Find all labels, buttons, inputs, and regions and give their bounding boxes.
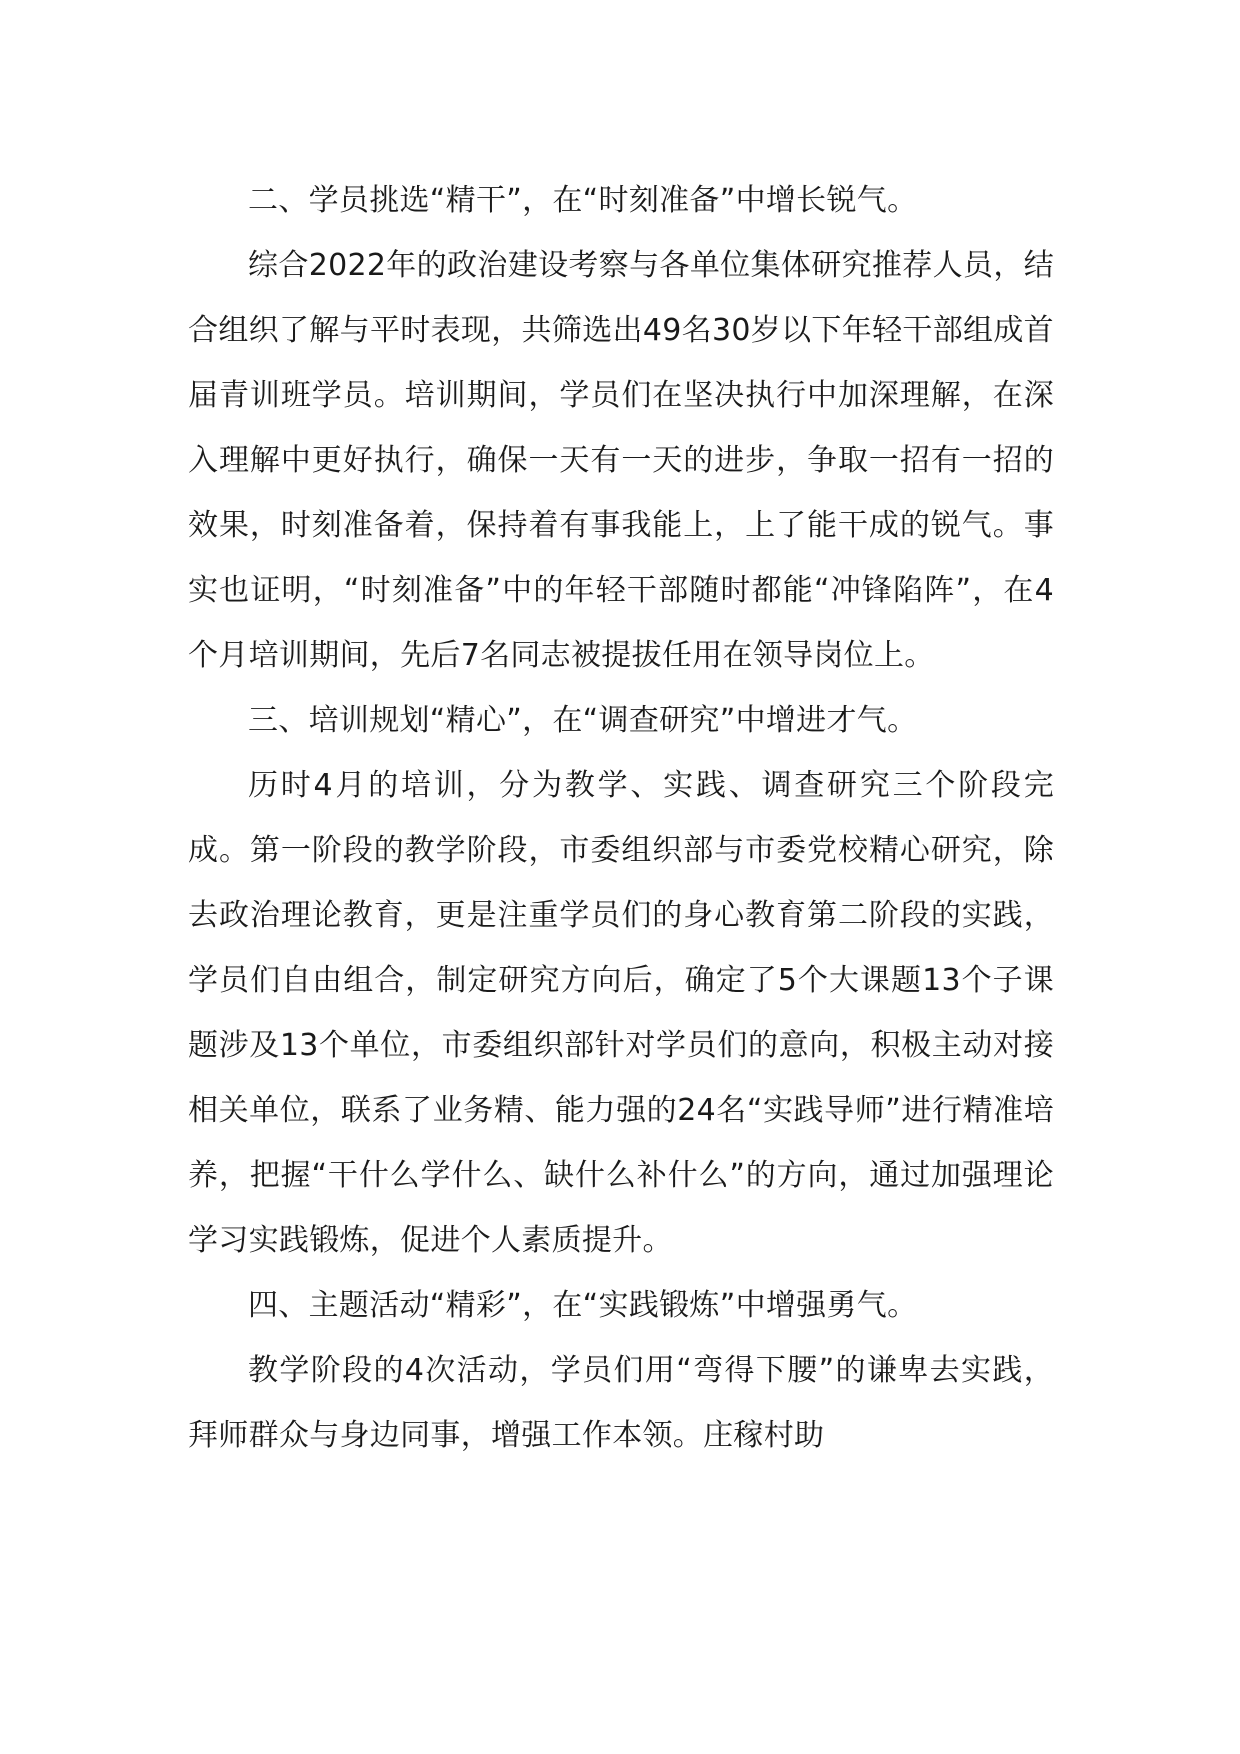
document-body: [188, 168, 1054, 1468]
section-paragraph-4: 教学阶段的4次活动，学员们用“弯得下腰”的谦卑去实践，拜师群众与身边同事，增强工作本领。庄稼村助: [188, 1353, 1054, 1453]
section-paragraph-3: 历时4月的培训，分为教学、实践、调查研究三个阶段完成。第一阶段的教学阶段，市委组织部与市委党校精心研究，除去政治理论教育，更是注重学员们的身心教育第二阶段的实践，学员们自由组合，制定研究方向后，确定了5个大课题13个子课题涉及13个单位，市委组织部针对学员们的意向，积极主动对接相关单位，联系了业务精、能力强的24名“实践导师”进行精准培养，把握“干什么学什么、缺什么补什么”的方向，通过加强理论学习实践锻炼，促进个人素质提升。: [188, 768, 1054, 1258]
section-paragraph-2: 综合2022年的政治建设考察与各单位集体研究推荐人员，结合组织了解与平时表现，共筛选出49名30岁以下年轻干部组成首届青训班学员。培训期间，学员们在坚决执行中加深理解，在深入理解中更好执行，确保一天有一天的进步，争取一招有一招的效果，时刻准备着，保持着有事我能上，上了能干成的锐气。事实也证明，“时刻准备”中的年轻干部随时都能“冲锋陷阵”，在4个月培训期间，先后7名同志被提拔任用在领导岗位上。: [188, 248, 1054, 673]
section-heading-4: 四、主题活动“精彩”，在“实践锻炼”中增强勇气。: [248, 1288, 918, 1323]
section-heading-3: 三、培训规划“精心”，在“调查研究”中增进才气。: [248, 703, 918, 738]
section-heading-2: 二、学员挑选“精干”，在“时刻准备”中增长锐气。: [248, 183, 918, 218]
